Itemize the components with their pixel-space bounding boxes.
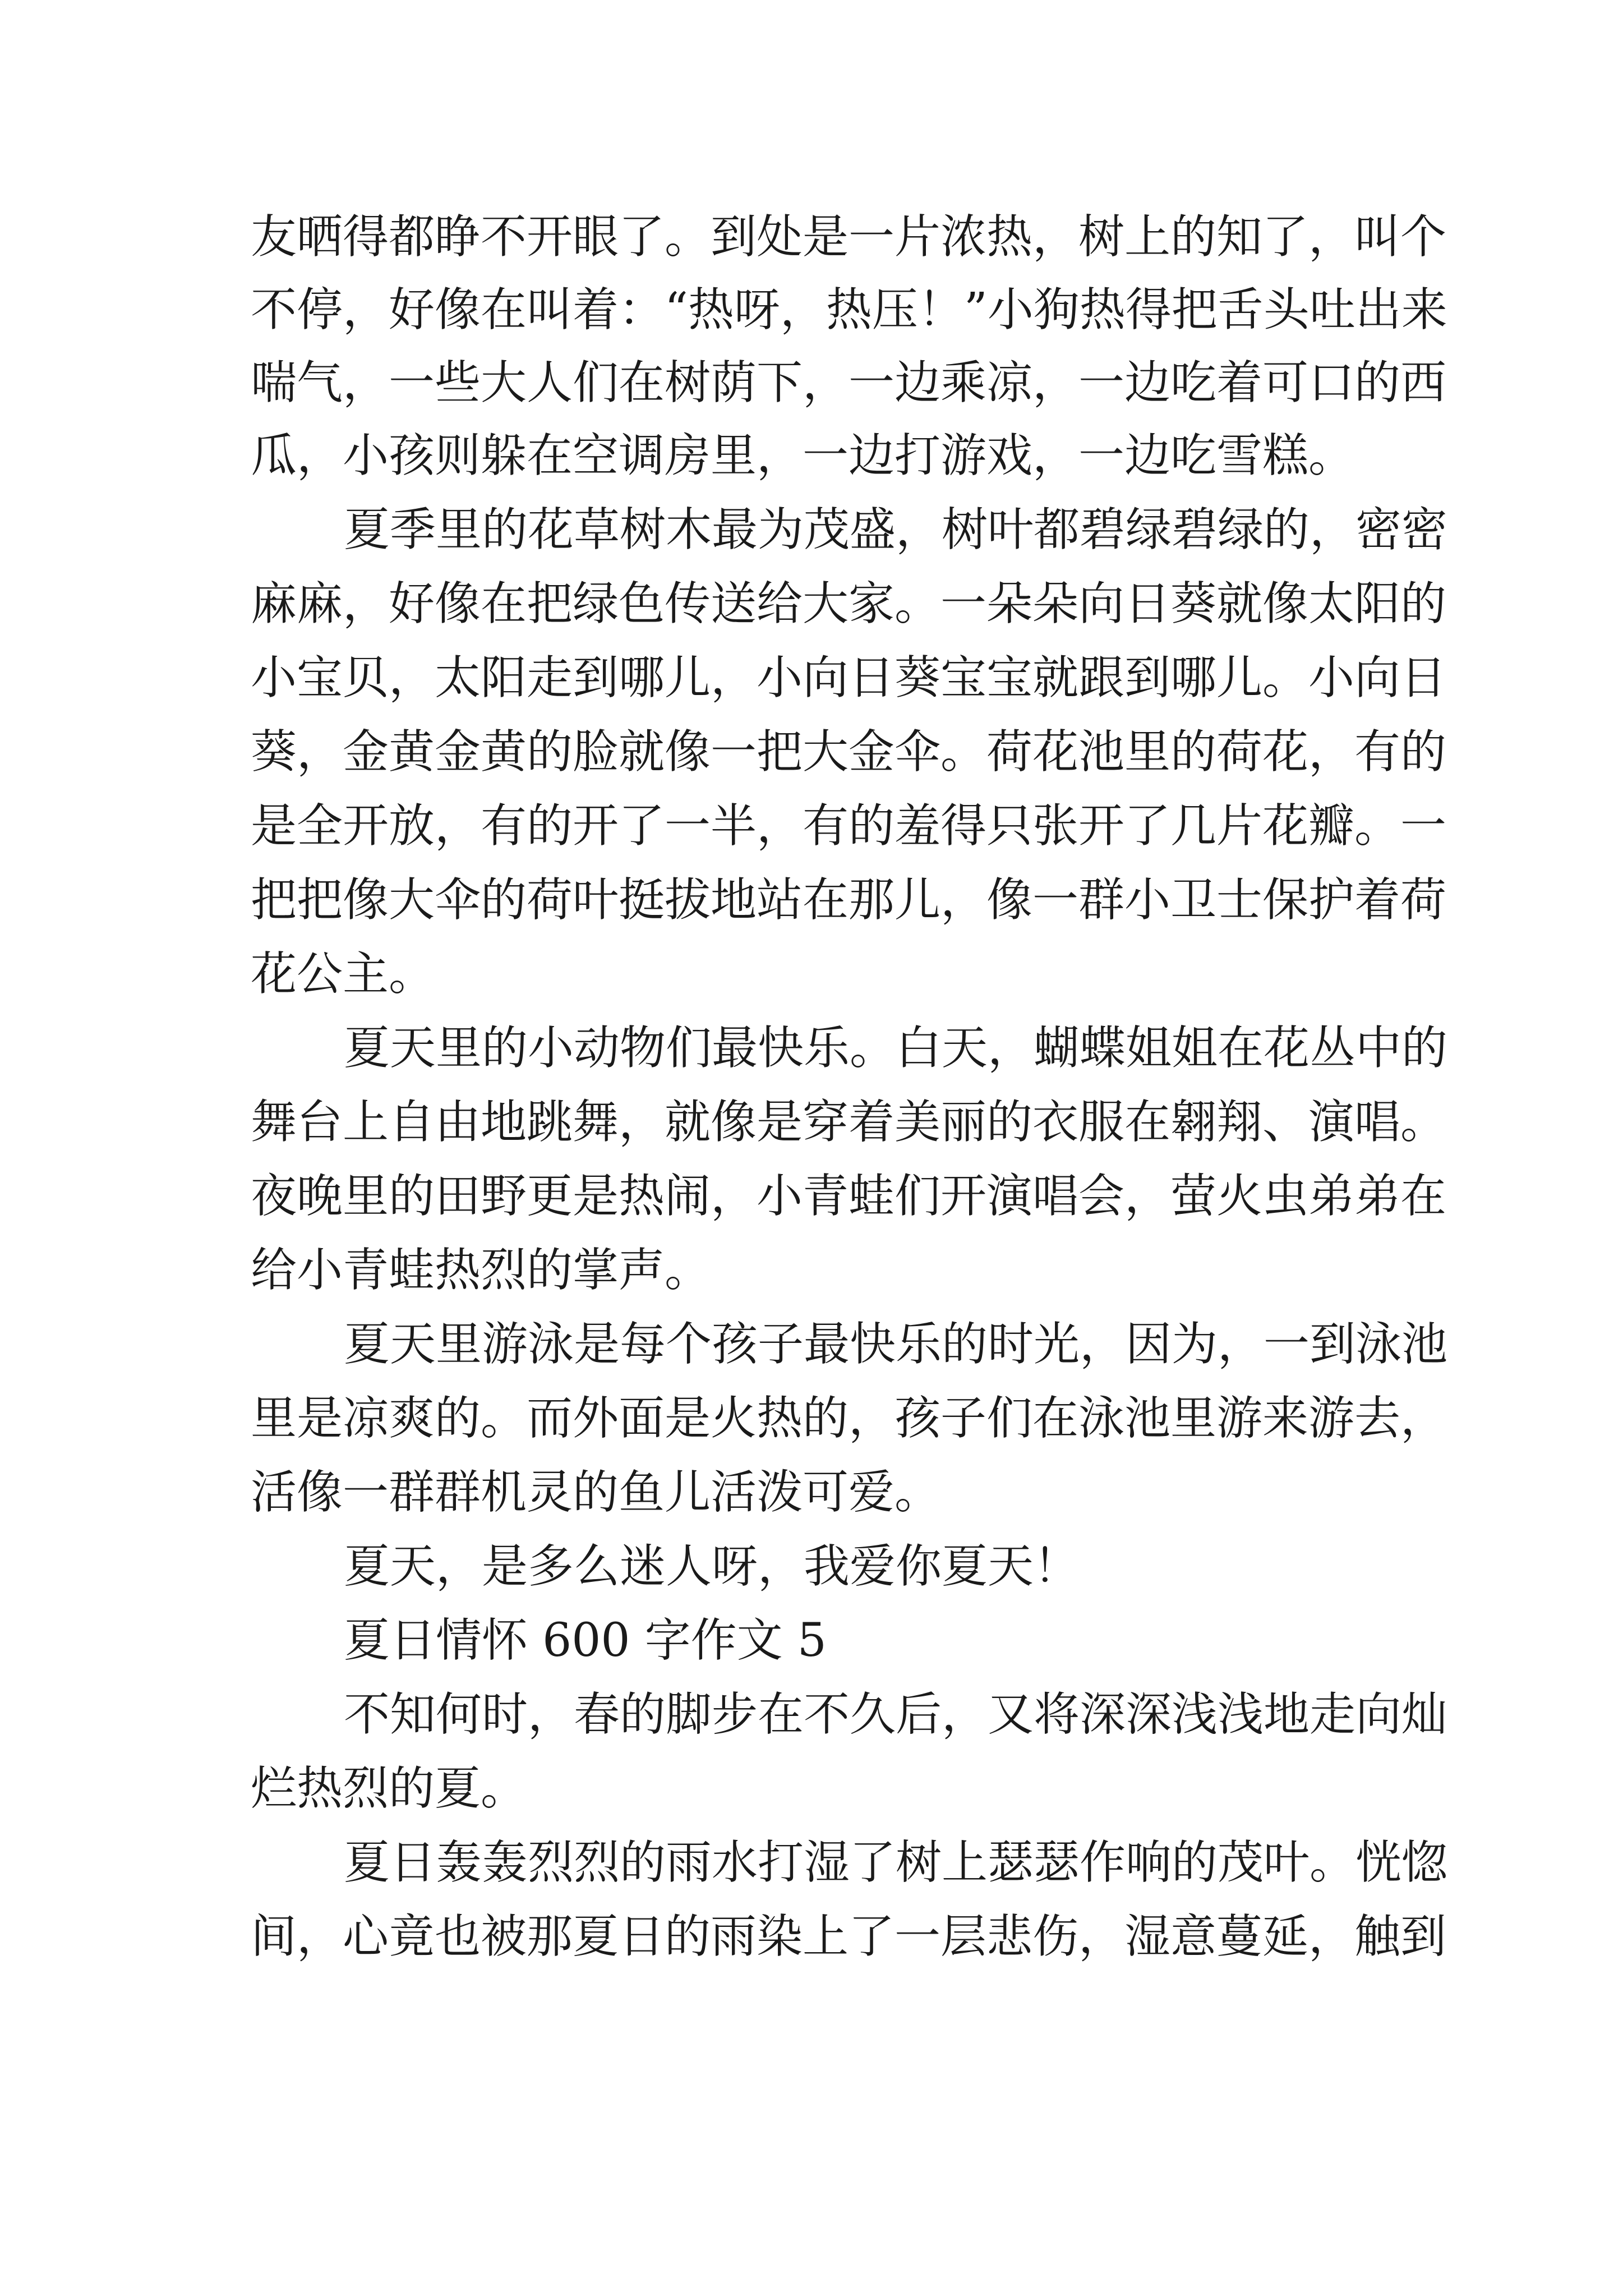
text-line: 舞台上自由地跳舞，就像是穿着美丽的衣服在翱翔、演唱。: [251, 1096, 1447, 1149]
text-line: 瓜，小孩则躲在空调房里，一边打游戏，一边吃雪糕。: [251, 429, 1355, 482]
text-line: 烂热烈的夏。: [251, 1762, 527, 1815]
paragraph-first-line: 夏天，是多么迷人呀，我爱你夏天！: [344, 1540, 1080, 1593]
text-line: 给小青蛙热烈的掌声。: [251, 1244, 711, 1297]
text-line: 把把像大伞的荷叶挺拔地站在那儿，像一群小卫士保护着荷: [251, 873, 1447, 927]
text-line: 葵，金黄金黄的脸就像一把大金伞。荷花池里的荷花，有的: [251, 725, 1447, 779]
paragraph-first-line: 不知何时，春的脚步在不久后，又将深深浅浅地走向灿: [344, 1688, 1448, 1741]
paragraph-first-line: 夏天里游泳是每个孩子最快乐的时光，因为，一到泳池: [344, 1318, 1448, 1371]
text-line: 不停，好像在叫着：“热呀，热压！”小狗热得把舌头吐出来: [251, 283, 1447, 337]
text-line: 友晒得都睁不开眼了。到处是一片浓热，树上的知了，叫个: [251, 210, 1447, 264]
text-line: 喘气，一些大人们在树荫下，一边乘凉，一边吃着可口的西: [251, 356, 1447, 409]
text-line: 夜晚里的田野更是热闹，小青蛙们开演唱会，萤火虫弟弟在: [251, 1170, 1447, 1223]
text-line: 麻麻，好像在把绿色传送给大家。一朵朵向日葵就像太阳的: [251, 577, 1447, 631]
text-line: 活像一群群机灵的鱼儿活泼可爱。: [251, 1466, 941, 1519]
text-line: 小宝贝，太阳走到哪儿，小向日葵宝宝就跟到哪儿。小向日: [251, 651, 1447, 705]
paragraph-first-line: 夏季里的花草树木最为茂盛，树叶都碧绿碧绿的，密密: [344, 503, 1448, 556]
paragraph-first-line: 夏天里的小动物们最快乐。白天，蝴蝶姐姐在花丛中的: [344, 1022, 1448, 1075]
paragraph-first-line: 夏日轰轰烈烈的雨水打湿了树上瑟瑟作响的茂叶。恍惚: [344, 1836, 1448, 1889]
text-line: 花公主。: [251, 947, 435, 1001]
text-line: 是全开放，有的开了一半，有的羞得只张开了几片花瓣。一: [251, 799, 1447, 853]
text-line: 里是凉爽的。而外面是火热的，孩子们在泳池里游来游去，: [251, 1392, 1447, 1445]
section-heading: 夏日情怀 600 字作文 5: [344, 1614, 827, 1667]
text-line: 间，心竟也被那夏日的雨染上了一层悲伤，湿意蔓延，触到: [251, 1910, 1447, 1963]
